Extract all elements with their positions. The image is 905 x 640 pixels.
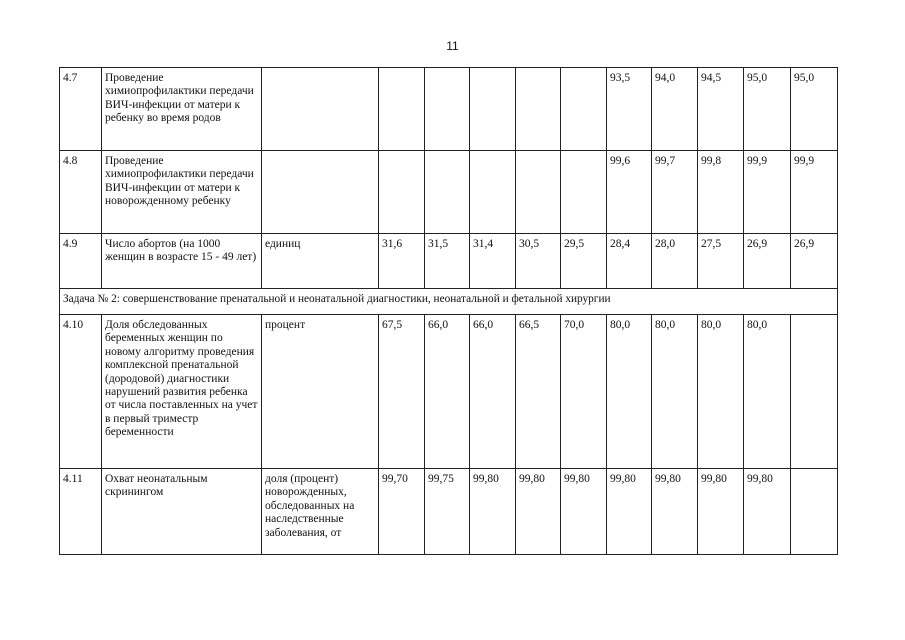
- value-cell: 31,4: [470, 234, 516, 289]
- value-cell: 27,5: [698, 234, 744, 289]
- value-cell: 31,6: [379, 234, 425, 289]
- unit-cell: [262, 151, 379, 234]
- value-cell: 70,0: [561, 315, 607, 469]
- value-cell: 99,6: [607, 151, 652, 234]
- task-heading: Задача № 2: совершенствование пренатальной и неонатальной диагностики, неонатальной и фетальной хирургии: [60, 289, 838, 315]
- value-cell: [425, 68, 470, 151]
- unit-cell: процент: [262, 315, 379, 469]
- value-cell: 26,9: [791, 234, 838, 289]
- value-cell: 99,8: [698, 151, 744, 234]
- value-cell: 99,9: [791, 151, 838, 234]
- row-number: 4.7: [60, 68, 102, 151]
- value-cell: [561, 151, 607, 234]
- unit-cell: единиц: [262, 234, 379, 289]
- value-cell: 99,80: [607, 469, 652, 555]
- value-cell: [516, 151, 561, 234]
- unit-cell: [262, 68, 379, 151]
- value-cell: [470, 68, 516, 151]
- value-cell: 99,80: [561, 469, 607, 555]
- value-cell: 95,0: [791, 68, 838, 151]
- value-cell: 29,5: [561, 234, 607, 289]
- indicator-name: Число абортов (на 1000 женщин в возрасте 15 - 49 лет): [102, 234, 262, 289]
- indicator-name: Проведение химиопрофилактики передачи ВИЧ-инфекции от матери к новорожденному ребенку: [102, 151, 262, 234]
- value-cell: 67,5: [379, 315, 425, 469]
- value-cell: 99,70: [379, 469, 425, 555]
- value-cell: 28,4: [607, 234, 652, 289]
- value-cell: [379, 68, 425, 151]
- value-cell: [425, 151, 470, 234]
- value-cell: [379, 151, 425, 234]
- table-row: [60, 151, 838, 234]
- value-cell: 30,5: [516, 234, 561, 289]
- value-cell: 26,9: [744, 234, 791, 289]
- value-cell: [516, 68, 561, 151]
- row-number: 4.9: [60, 234, 102, 289]
- value-cell: 93,5: [607, 68, 652, 151]
- value-cell: 99,80: [698, 469, 744, 555]
- value-cell: 99,75: [425, 469, 470, 555]
- value-cell: [791, 469, 838, 555]
- row-number: 4.11: [60, 469, 102, 555]
- value-cell: 66,0: [425, 315, 470, 469]
- value-cell: 28,0: [652, 234, 698, 289]
- indicator-name: Охват неонатальным скринингом: [102, 469, 262, 555]
- indicator-name: Доля обследованных беременных женщин по новому алгоритму проведения комплексной пренатальной (дородовой) диагностики нарушений развития ребенка от числа поставленных на учет в первый триместр беременности: [102, 315, 262, 469]
- value-cell: 66,5: [516, 315, 561, 469]
- value-cell: 99,80: [516, 469, 561, 555]
- row-number: 4.8: [60, 151, 102, 234]
- value-cell: [791, 315, 838, 469]
- value-cell: 99,80: [652, 469, 698, 555]
- table-row: [60, 234, 838, 289]
- table-row: [60, 68, 838, 151]
- unit-cell: доля (процент) новорожденных, обследованных на наследственные заболевания, от: [262, 469, 379, 555]
- indicator-name: Проведение химиопрофилактики передачи ВИЧ-инфекции от матери к ребенку во время родов: [102, 68, 262, 151]
- value-cell: 94,0: [652, 68, 698, 151]
- indicators-table: [59, 67, 838, 555]
- task-row: [60, 289, 838, 315]
- value-cell: 66,0: [470, 315, 516, 469]
- row-number: 4.10: [60, 315, 102, 469]
- page-number: 11: [446, 39, 459, 53]
- value-cell: 80,0: [607, 315, 652, 469]
- value-cell: 99,9: [744, 151, 791, 234]
- value-cell: 94,5: [698, 68, 744, 151]
- value-cell: 99,80: [744, 469, 791, 555]
- value-cell: 80,0: [698, 315, 744, 469]
- value-cell: 80,0: [652, 315, 698, 469]
- value-cell: 80,0: [744, 315, 791, 469]
- value-cell: 99,80: [470, 469, 516, 555]
- table-row: [60, 315, 838, 469]
- value-cell: 31,5: [425, 234, 470, 289]
- table-row: [60, 469, 838, 555]
- value-cell: [470, 151, 516, 234]
- value-cell: 95,0: [744, 68, 791, 151]
- value-cell: [561, 68, 607, 151]
- value-cell: 99,7: [652, 151, 698, 234]
